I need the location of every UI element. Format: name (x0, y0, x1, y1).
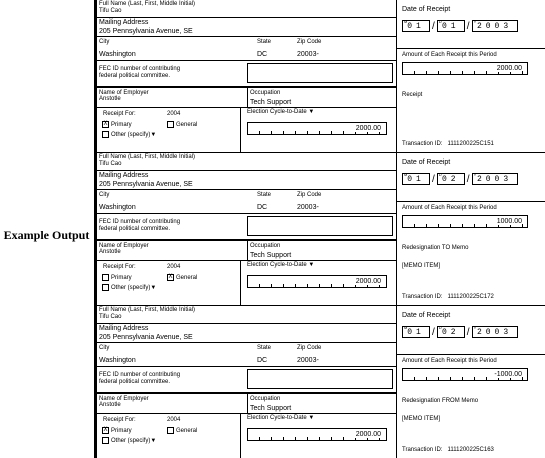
employer-occupation-row (97, 241, 397, 261)
cycle-divider (240, 414, 241, 458)
date-separator: / (466, 174, 470, 185)
general-label: General (176, 428, 198, 435)
full-name-value[interactable]: Tifu Cao (99, 8, 122, 14)
employer-occupation-row (97, 394, 397, 414)
employer-value[interactable]: Anstotle (99, 96, 121, 102)
mailing-address-value[interactable]: 205 Pennsylvania Avenue, SE (99, 334, 193, 341)
month-label: M (404, 172, 409, 177)
employer-label: Name of Employer (99, 396, 149, 402)
other-option[interactable] (102, 284, 156, 292)
cycle-label: Election Cycle-to-Date (247, 262, 307, 268)
transaction-id-value: 1111200225C151 (447, 141, 494, 147)
state-label: State (257, 345, 272, 351)
city-value[interactable]: Washington (99, 204, 136, 211)
amount-value: 2000.00 (496, 65, 522, 72)
day-label: D (438, 325, 443, 330)
primary-option[interactable] (102, 427, 132, 435)
cycle-label: Election Cycle-to-Date (247, 109, 307, 115)
zip-value[interactable]: 20003- (297, 357, 319, 364)
cycle-amount-value: 2000.00 (355, 431, 381, 438)
transaction-id-value: 1111200225C172 (447, 294, 494, 300)
year-label: Y (473, 325, 478, 330)
fec-id-row (97, 367, 397, 394)
zip-label: Zip Code (297, 345, 322, 351)
zip-value[interactable]: 20003- (297, 51, 319, 58)
receipt-for-section (97, 261, 397, 306)
other-label: Other (specify) (111, 132, 151, 139)
amount-value: 1000.00 (496, 218, 522, 225)
date-day-value: 02 (441, 328, 460, 337)
primary-label: Primary (111, 122, 132, 129)
date-day-value: 02 (441, 175, 460, 184)
general-checkbox[interactable] (167, 121, 174, 128)
other-label: Other (specify) (111, 438, 151, 445)
city-label: City (99, 345, 110, 351)
date-separator: / (432, 21, 435, 32)
primary-option[interactable] (102, 121, 132, 129)
primary-label: Primary (111, 428, 132, 435)
employer-label: Name of Employer (99, 243, 149, 249)
other-checkbox[interactable] (102, 131, 109, 138)
date-fields (402, 20, 518, 34)
example-output-label: Example Output (3, 228, 90, 242)
date-month-value: 01 (407, 328, 425, 337)
amount-field[interactable] (402, 215, 528, 228)
date-fields (402, 173, 518, 187)
date-year-field[interactable] (472, 173, 518, 185)
primary-checkbox[interactable] (102, 274, 109, 281)
date-month-field[interactable] (402, 326, 430, 338)
general-label: General (176, 122, 198, 129)
state-value[interactable]: DC (257, 204, 268, 211)
zip-label: Zip Code (297, 39, 322, 45)
memo-item: [MEMO ITEM] (402, 416, 440, 422)
receipt-entry (97, 306, 545, 458)
employer-divider (247, 394, 248, 414)
mailing-address-label: Mailing Address (99, 325, 149, 332)
other-checkbox[interactable] (102, 284, 109, 291)
city-label: City (99, 192, 110, 198)
date-year-field[interactable] (472, 20, 518, 32)
employer-occupation-row (97, 88, 397, 108)
employer-divider (247, 88, 248, 108)
fec-id-input[interactable] (247, 63, 393, 83)
fec-id-input[interactable] (247, 369, 393, 389)
occupation-value[interactable]: Tech Support (250, 252, 292, 259)
city-label: City (99, 39, 110, 45)
occupation-label: Occupation (250, 90, 281, 96)
other-checkbox[interactable] (102, 437, 109, 444)
cycle-amount-field[interactable] (247, 275, 387, 288)
amount-field[interactable] (402, 368, 528, 381)
receipt-for-label: Receipt For: (103, 417, 136, 423)
contributor-section (97, 0, 397, 153)
primary-checkbox[interactable]: X (103, 121, 108, 127)
general-label: General (176, 275, 198, 282)
cycle-label-wrap (247, 109, 314, 116)
date-year-field[interactable] (472, 326, 518, 338)
full-name-label: Full Name (Last, First, Middle Initial) (99, 1, 196, 7)
full-name-row (97, 153, 397, 171)
transaction-id-label: Transaction ID: (402, 141, 443, 147)
date-label: Date of Receipt (402, 6, 451, 13)
general-checkbox[interactable]: X (168, 274, 173, 280)
fec-id-row (97, 214, 397, 241)
chevron-down-icon: ▼ (308, 109, 315, 115)
date-amount-divider (397, 201, 545, 202)
state-label: State (257, 39, 272, 45)
date-month-field[interactable] (402, 173, 430, 185)
date-separator: / (432, 174, 435, 185)
cycle-amount-value: 2000.00 (355, 278, 381, 285)
fec-id-label-line2: federal political committee. (99, 226, 171, 232)
amount-label: Amount of Each Receipt this Period (402, 358, 497, 364)
general-option[interactable] (167, 427, 197, 435)
general-option[interactable] (167, 121, 197, 129)
cycle-divider (240, 261, 241, 306)
receipt-details-section (397, 0, 545, 153)
full-name-row (97, 306, 397, 324)
zip-label: Zip Code (297, 192, 322, 198)
date-day-value: 01 (441, 22, 460, 31)
date-month-field[interactable] (402, 20, 430, 32)
full-name-label: Full Name (Last, First, Middle Initial) (99, 154, 196, 160)
date-year-value: 2003 (476, 328, 513, 337)
receipt-for-section (97, 108, 397, 153)
cycle-amount-field[interactable] (247, 428, 387, 441)
contributor-section (97, 306, 397, 458)
cycle-label-wrap (247, 262, 314, 269)
transaction-id-row (402, 141, 494, 148)
chevron-down-icon: ▼ (150, 285, 157, 292)
date-separator: / (466, 327, 470, 338)
employer-label: Name of Employer (99, 90, 149, 96)
fec-id-row (97, 61, 397, 88)
mailing-address-value[interactable]: 205 Pennsylvania Avenue, SE (99, 28, 193, 35)
date-day-field[interactable] (437, 20, 465, 32)
occupation-value[interactable]: Tech Support (250, 99, 292, 106)
mailing-address-label: Mailing Address (99, 19, 149, 26)
receipt-year: 2004 (167, 417, 181, 423)
state-value[interactable]: DC (257, 357, 268, 364)
other-option[interactable] (102, 437, 156, 445)
year-label: Y (473, 172, 478, 177)
receipt-details-section (397, 153, 545, 306)
date-year-value: 2003 (476, 175, 513, 184)
chevron-down-icon: ▼ (308, 262, 315, 268)
date-separator: / (432, 327, 435, 338)
date-month-value: 01 (407, 175, 425, 184)
full-name-row (97, 0, 397, 18)
receipt-description: Receipt (402, 92, 423, 98)
memo-item: [MEMO ITEM] (402, 263, 440, 269)
other-option[interactable] (102, 131, 156, 139)
state-value[interactable]: DC (257, 51, 268, 58)
day-label: D (438, 19, 443, 24)
date-fields (402, 326, 518, 340)
transaction-id-value: 1111200225C163 (447, 447, 494, 453)
receipt-for-label: Receipt For: (103, 111, 136, 117)
date-separator: / (466, 21, 470, 32)
fec-id-input[interactable] (247, 216, 393, 236)
full-name-label: Full Name (Last, First, Middle Initial) (99, 307, 196, 313)
general-checkbox[interactable] (167, 427, 174, 434)
mailing-address-row (97, 18, 397, 37)
mailing-address-row (97, 324, 397, 343)
cycle-divider (240, 108, 241, 153)
transaction-id-row (402, 294, 494, 301)
occupation-value[interactable]: Tech Support (250, 405, 292, 412)
year-label: Y (473, 19, 478, 24)
date-label: Date of Receipt (402, 312, 451, 319)
amount-field[interactable] (402, 62, 528, 75)
cycle-label: Election Cycle-to-Date (247, 415, 307, 421)
other-label: Other (specify) (111, 285, 151, 292)
primary-option[interactable] (102, 274, 132, 282)
transaction-id-row (402, 447, 494, 454)
amount-value: -1000.00 (494, 371, 522, 378)
occupation-label: Occupation (250, 243, 281, 249)
date-year-value: 2003 (476, 22, 513, 31)
employer-divider (247, 241, 248, 261)
date-month-value: 01 (407, 22, 425, 31)
receipt-description: Redesignation FROM Memo (402, 398, 479, 404)
month-label: M (404, 19, 409, 24)
date-label: Date of Receipt (402, 159, 451, 166)
date-amount-divider (397, 354, 545, 355)
primary-checkbox[interactable]: X (103, 427, 108, 433)
transaction-id-label: Transaction ID: (402, 294, 443, 300)
receipt-for-section (97, 414, 397, 458)
receipt-year: 2004 (167, 264, 181, 270)
cycle-label-wrap (247, 415, 314, 422)
fec-id-label-line1: FEC ID number of contributing (99, 372, 181, 378)
mailing-address-value[interactable]: 205 Pennsylvania Avenue, SE (99, 181, 193, 188)
date-day-field[interactable] (437, 326, 465, 338)
transaction-id-label: Transaction ID: (402, 447, 443, 453)
date-amount-divider (397, 48, 545, 49)
fec-id-label-line2: federal political committee. (99, 379, 171, 385)
amount-label: Amount of Each Receipt this Period (402, 205, 497, 211)
receipt-for-label: Receipt For: (103, 264, 136, 270)
full-name-value[interactable]: Tifu Cao (99, 161, 122, 167)
city-state-zip-row (97, 37, 397, 61)
day-label: D (438, 172, 443, 177)
date-day-field[interactable] (437, 173, 465, 185)
contributor-section (97, 153, 397, 306)
receipt-entry (97, 153, 545, 306)
fec-id-label-line1: FEC ID number of contributing (99, 66, 181, 72)
zip-value[interactable]: 20003- (297, 204, 319, 211)
chevron-down-icon: ▼ (150, 438, 157, 445)
full-name-value[interactable]: Tifu Cao (99, 314, 122, 320)
city-state-zip-row (97, 343, 397, 367)
city-value[interactable]: Washington (99, 51, 136, 58)
primary-label: Primary (111, 275, 132, 282)
employer-value[interactable]: Anstotle (99, 249, 121, 255)
receipt-description: Redesignation TO Memo (402, 245, 469, 251)
fec-id-label-line1: FEC ID number of contributing (99, 219, 181, 225)
month-label: M (404, 325, 409, 330)
cycle-amount-field[interactable] (247, 122, 387, 135)
mailing-address-row (97, 171, 397, 190)
employer-value[interactable]: Anstotle (99, 402, 121, 408)
city-state-zip-row (97, 190, 397, 214)
general-option[interactable] (167, 274, 197, 282)
city-value[interactable]: Washington (99, 357, 136, 364)
chevron-down-icon: ▼ (150, 132, 157, 139)
cycle-amount-value: 2000.00 (355, 125, 381, 132)
fec-id-label-line2: federal political committee. (99, 73, 171, 79)
mailing-address-label: Mailing Address (99, 172, 149, 179)
occupation-label: Occupation (250, 396, 281, 402)
receipt-entry (97, 0, 545, 153)
receipt-details-section (397, 306, 545, 458)
chevron-down-icon: ▼ (308, 415, 315, 421)
form-area (97, 0, 545, 458)
state-label: State (257, 192, 272, 198)
amount-label: Amount of Each Receipt this Period (402, 52, 497, 58)
receipt-year: 2004 (167, 111, 181, 117)
